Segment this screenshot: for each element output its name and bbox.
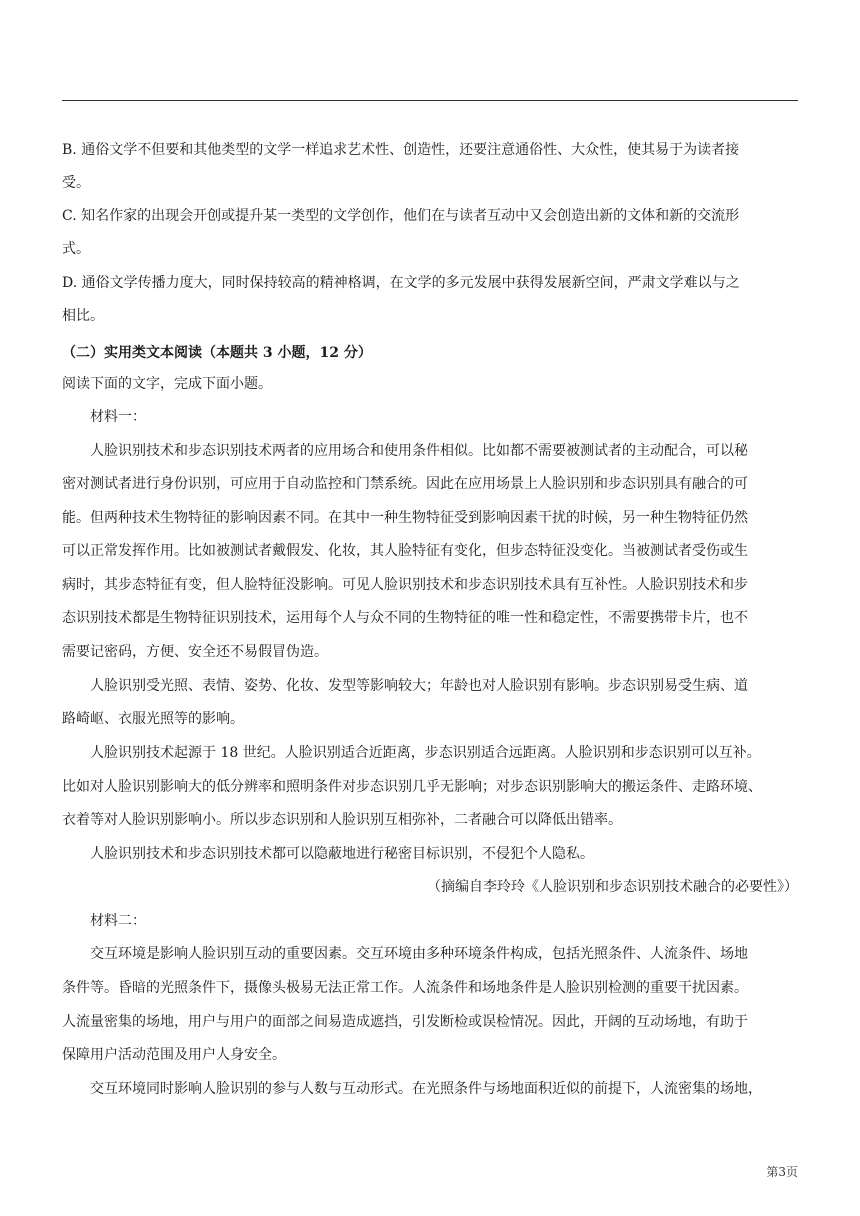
option-c-line-2: 式。 <box>62 241 90 257</box>
section-heading: （二）实用类文本阅读（本题共 3 小题，12 分） <box>62 345 372 361</box>
material-2-p1-line: 交互环境是影响人脸识别互动的重要因素。交互环境由多种环境条件构成，包括光照条件、人流条件、场地 <box>90 946 748 962</box>
material-1-p3-line: 比如对人脸识别影响大的低分辨率和照明条件对步态识别几乎无影响；对步态识别影响大的搬运条件、走路环境、 <box>62 779 762 795</box>
material-2-p2-line: 交互环境同时影响人脸识别的参与人数与互动形式。在光照条件与场地面积近似的前提下，人流密集的场地， <box>90 1081 762 1097</box>
page-number: 第3页 <box>766 1165 798 1179</box>
material-1-p1-line: 能。但两种技术生物特征的影响因素不同。在其中一种生物特征受到影响因素干扰的时候，另一种生物特征仍然 <box>62 510 748 526</box>
option-d-line-2: 相比。 <box>62 308 104 324</box>
material-2-p1-line: 保障用户活动范围及用户人身安全。 <box>62 1047 286 1063</box>
option-c-line-1: C. 知名作家的出现会开创或提升某一类型的文学创作，他们在与读者互动中又会创造出新的文体和新的交流形 <box>62 208 740 224</box>
material-1-p3-line: 衣着等对人脸识别影响小。所以步态识别和人脸识别互相弥补，二者融合可以降低出错率。 <box>62 812 622 828</box>
section-instruction: 阅读下面的文字，完成下面小题。 <box>62 376 272 392</box>
material-2-label: 材料二： <box>90 913 146 929</box>
material-1-p2-line: 人脸识别受光照、表情、姿势、化妆、发型等影响较大；年龄也对人脸识别有影响。步态识别易受生病、道 <box>90 678 748 694</box>
material-1-p1-line: 人脸识别技术和步态识别技术两者的应用场合和使用条件相似。比如都不需要被测试者的主动配合，可以秘 <box>90 443 748 459</box>
material-1-label: 材料一： <box>90 409 146 425</box>
material-1-p2-line: 路崎岖、衣服光照等的影响。 <box>62 711 244 727</box>
material-1-p3-line: 人脸识别技术起源于 18 世纪。人脸识别适合近距离，步态识别适合远距离。人脸识别和步态识别可以互补。 <box>90 745 761 761</box>
header-rule <box>62 100 798 101</box>
material-2-p1-line: 人流量密集的场地，用户与用户的面部之间易造成遮挡，引发断检或误检情况。因此，开阔的互动场地，有助于 <box>62 1014 748 1030</box>
material-2-p1-line: 条件等。昏暗的光照条件下，摄像头极易无法正常工作。人流条件和场地条件是人脸识别检测的重要干扰因素。 <box>62 980 748 996</box>
option-d-line-1: D. 通俗文学传播力度大，同时保持较高的精神格调，在文学的多元发展中获得发展新空间，严肃文学难以与之 <box>62 275 740 291</box>
option-b-line-2: 受。 <box>62 175 90 191</box>
material-1-p1-line: 需要记密码，方便、安全还不易假冒伪造。 <box>62 644 328 660</box>
material-1-source: （摘编自李玲玲《人脸识别和步态识别技术融合的必要性》） <box>427 879 798 895</box>
material-1-p1-line: 可以正常发挥作用。比如被测试者戴假发、化妆，其人脸特征有变化，但步态特征没变化。当被测试者受伤或生 <box>62 543 748 559</box>
material-1-p1-line: 密对测试者进行身份识别，可应用于自动监控和门禁系统。因此在应用场景上人脸识别和步态识别具有融合的可 <box>62 476 748 492</box>
material-1-p1-line: 态识别技术都是生物特征识别技术，运用每个人与众不同的生物特征的唯一性和稳定性，不需要携带卡片，也不 <box>62 610 748 626</box>
material-1-p4: 人脸识别技术和步态识别技术都可以隐蔽地进行秘密目标识别，不侵犯个人隐私。 <box>90 846 594 862</box>
option-b-line-1: B. 通俗文学不但要和其他类型的文学一样追求艺术性、创造性，还要注意通俗性、大众性，使其易于为读者接 <box>62 142 740 158</box>
material-1-p1-line: 病时，其步态特征有变，但人脸特征没影响。可见人脸识别技术和步态识别技术具有互补性。人脸识别技术和步 <box>62 577 748 593</box>
